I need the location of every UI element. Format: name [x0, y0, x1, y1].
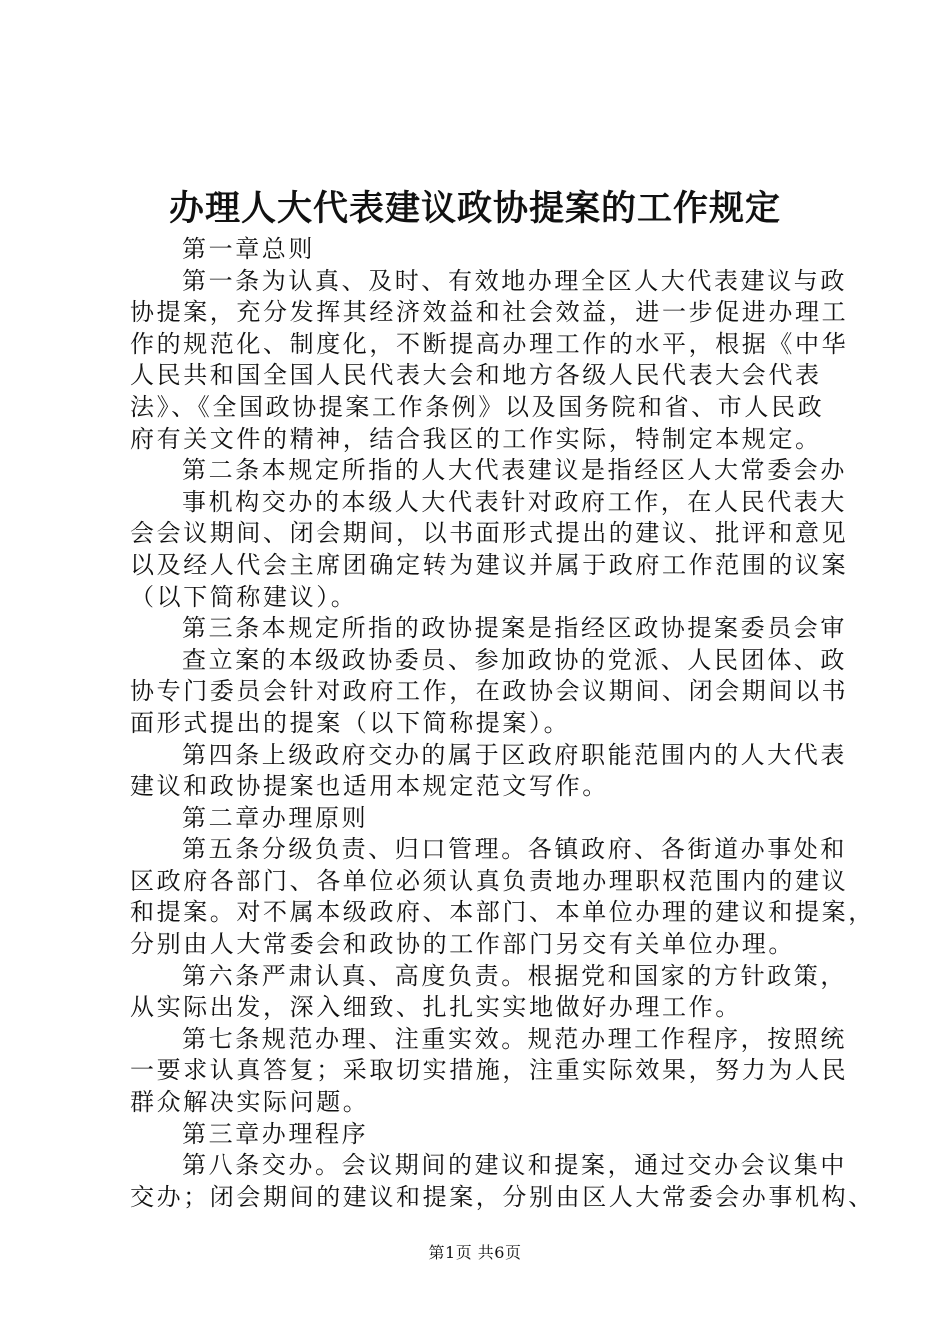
text-line: 第八条交办。会议期间的建议和提案，通过交办会议集中 — [182, 1151, 847, 1180]
text-line: 分别由人大常委会和政协的工作部门另交有关单位办理。 — [130, 930, 795, 959]
text-line: 第一章总则 — [182, 235, 315, 263]
text-line: 第六条严肃认真、高度负责。根据党和国家的方针政策， — [182, 961, 847, 990]
text-line: 事机构交办的本级人大代表针对政府工作，在人民代表大 — [182, 487, 847, 516]
text-line: 人民共和国全国人民代表大会和地方各级人民代表大会代表 — [130, 361, 822, 390]
text-line: 区政府各部门、各单位必须认真负责地办理职权范围内的建议 — [130, 866, 849, 895]
text-line: 协专门委员会针对政府工作，在政协会议期间、闭会期间以书 — [130, 677, 849, 706]
text-line: （以下简称建议）。 — [130, 582, 358, 611]
text-line: 查立案的本级政协委员、参加政协的党派、人民团体、政 — [182, 645, 847, 674]
text-line: 府有关文件的精神，结合我区的工作实际，特制定本规定。 — [130, 424, 822, 453]
text-line: 群众解决实际问题。 — [130, 1088, 370, 1117]
text-line: 第一条为认真、及时、有效地办理全区人大代表建议与政 — [182, 266, 847, 295]
text-line: 法》、《全国政协提案工作条例》以及国务院和省、市人民政 — [130, 392, 825, 421]
document-body — [130, 234, 875, 1213]
text-line: 从实际出发，深入细致、扎扎实实地做好办理工作。 — [130, 993, 742, 1022]
text-line: 协提案，充分发挥其经济效益和社会效益，进一步促进办理工 — [130, 298, 849, 327]
text-line: 作的规范化、制度化，不断提高办理工作的水平，根据《中华 — [130, 329, 849, 358]
text-line: 第七条规范办理、注重实效。规范办理工作程序，按照统 — [182, 1024, 847, 1053]
text-line: 以及经人代会主席团确定转为建议并属于政府工作范围的议案 — [130, 550, 849, 579]
text-line: 和提案。对不属本级政府、本部门、本单位办理的建议和提案， — [130, 898, 875, 927]
text-line: 第三条本规定所指的政协提案是指经区政协提案委员会审 — [182, 614, 847, 643]
text-line: 面形式提出的提案（以下简称提案）。 — [130, 708, 571, 737]
text-line: 第四条上级政府交办的属于区政府职能范围内的人大代表 — [182, 740, 847, 769]
text-line: 建议和政协提案也适用本规定范文写作。 — [130, 772, 609, 801]
document-title: 办理人大代表建议政协提案的工作规定 — [168, 189, 781, 229]
text-line: 第二章办理原则 — [182, 803, 369, 832]
text-line: 第五条分级负责、归口管理。各镇政府、各街道办事处和 — [182, 835, 847, 864]
text-line: 第二条本规定所指的人大代表建议是指经区人大常委会办 — [182, 456, 847, 485]
text-line: 第三章办理程序 — [182, 1119, 369, 1148]
page-footer: 第1页 共6页 — [428, 1243, 522, 1262]
text-line: 会会议期间、闭会期间，以书面形式提出的建议、批评和意见 — [130, 519, 849, 548]
text-line: 一要求认真答复；采取切实措施，注重实际效果，努力为人民 — [130, 1056, 849, 1085]
text-line: 交办；闭会期间的建议和提案，分别由区人大常委会办事机构、 — [130, 1182, 875, 1211]
